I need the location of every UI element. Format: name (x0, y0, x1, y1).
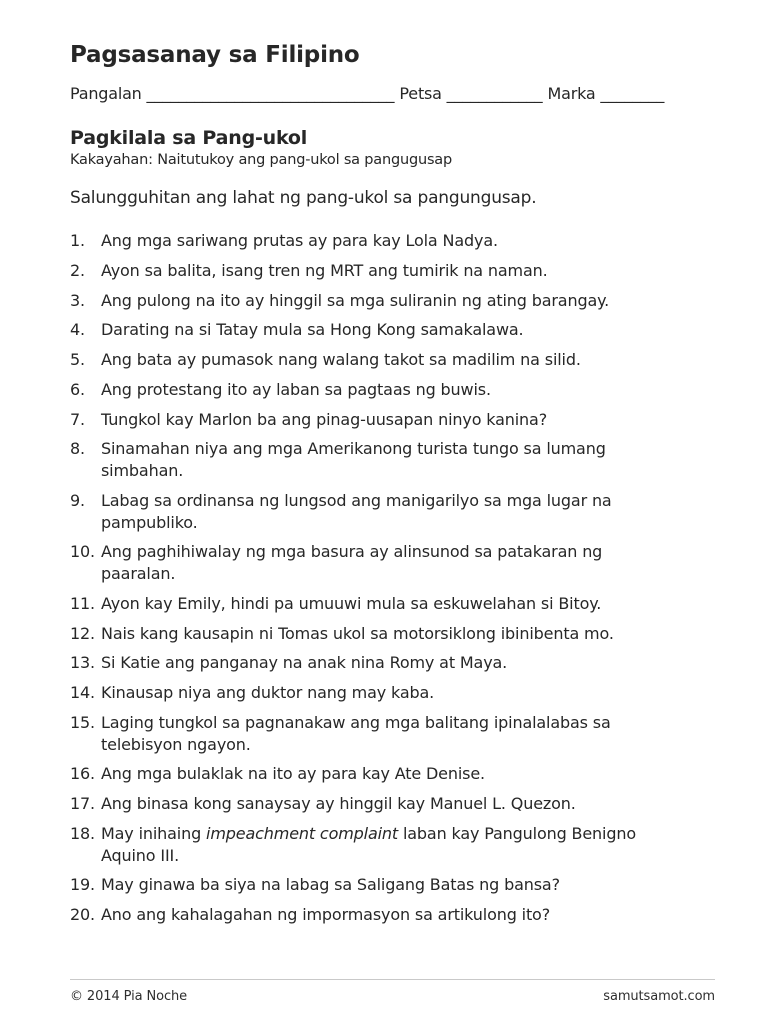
item-text: Kinausap niya ang duktor nang may kaba. (101, 683, 435, 702)
list-item (70, 823, 715, 867)
list-item (70, 319, 715, 341)
item-text: Ano ang kahalagahan ng impormasyon sa artikulong ito? (101, 905, 551, 924)
item-number: 8. (70, 439, 85, 459)
item-text: Laging tungkol sa pagnanakaw ang mga balitang ipinalalabas sa telebisyon ngayon. (101, 712, 611, 754)
item-number: 15. (70, 712, 95, 732)
list-item (70, 652, 715, 674)
item-number: 19. (70, 875, 95, 895)
item-text: Ang protestang ito ay laban sa pagtaas ng buwis. (101, 379, 491, 399)
list-item (70, 712, 715, 756)
list-item (70, 260, 715, 282)
student-info-line (70, 84, 715, 103)
section-title: Pagkilala sa Pang-ukol (70, 127, 308, 149)
item-text: Ang mga sariwang prutas ay para kay Lola Nadya. (101, 231, 498, 250)
list-item (70, 904, 715, 926)
item-number: 9. (70, 490, 85, 510)
item-text: Ang paghihiwalay ng mga basura ay alinsunod sa patakaran ng paaralan. (101, 542, 603, 583)
list-item (70, 290, 715, 312)
item-text: Ayon sa balita, isang tren ng MRT ang tumirik na naman. (101, 260, 548, 280)
list-item (70, 763, 715, 785)
list-item (70, 490, 715, 534)
item-number: 17. (70, 794, 95, 813)
sentence-list (70, 230, 715, 926)
item-number: 7. (70, 409, 85, 429)
item-number: 5. (70, 350, 85, 369)
item-number: 13. (70, 653, 95, 673)
item-number: 20. (70, 905, 95, 924)
website-text: samutsamot.com (603, 989, 715, 1004)
page-title: Pagsasanay sa Filipino (70, 42, 360, 68)
list-item (70, 874, 715, 896)
item-text: Ang binasa kong sanaysay ay hinggil kay Manuel L. Quezon. (101, 794, 576, 813)
list-item (70, 623, 715, 645)
copyright-text: © 2014 Pia Noche (70, 989, 188, 1004)
name-label: Pangalan (70, 84, 142, 103)
item-text: Ang pulong na ito ay hinggil sa mga suliranin ng ating barangay. (101, 290, 610, 310)
item-text: Ang bata ay pumasok nang walang takot sa madilim na silid. (101, 350, 581, 369)
instruction-text: Salungguhitan ang lahat ng pang-ukol sa pangungusap. (70, 188, 537, 208)
item-number: 6. (70, 379, 85, 399)
item-number: 16. (70, 764, 95, 784)
list-item (70, 593, 715, 615)
page-footer (70, 979, 715, 1004)
list-item (70, 682, 715, 704)
item-number: 10. (70, 542, 95, 562)
item-number: 4. (70, 320, 85, 340)
item-text: May inihaing impeachment complaint laban kay Pangulong Benigno Aquino III. (101, 823, 636, 865)
date-label: Petsa (399, 84, 442, 103)
item-text: Si Katie ang panganay na anak nina Romy at Maya. (101, 653, 508, 673)
item-text: Ang mga bulaklak na ito ay para kay Ate Denise. (101, 764, 485, 784)
item-number: 11. (70, 593, 95, 613)
list-item (70, 438, 715, 482)
item-text: Sinamahan niya ang mga Amerikanong turista tungo sa lumang simbahan. (101, 439, 606, 480)
item-text: Nais kang kausapin ni Tomas ukol sa motorsiklong ibinibenta mo. (101, 623, 614, 643)
item-number: 14. (70, 683, 95, 702)
item-number: 3. (70, 290, 85, 310)
list-item (70, 541, 715, 585)
item-text: Ayon kay Emily, hindi pa umuuwi mula sa eskuwelahan si Bitoy. (101, 593, 602, 613)
item-text: May ginawa ba siya na labag sa Saligang Batas ng bansa? (101, 875, 560, 895)
item-number: 1. (70, 231, 85, 250)
list-item (70, 793, 715, 815)
item-number: 2. (70, 260, 85, 280)
item-number: 18. (70, 823, 95, 843)
item-number: 12. (70, 623, 95, 643)
score-label: Marka (547, 84, 596, 103)
name-blank: _______________________________ (146, 84, 395, 103)
list-item (70, 349, 715, 371)
skill-description: Kakayahan: Naitutukoy ang pang-ukol sa pangugusap (70, 152, 452, 168)
list-item (70, 379, 715, 401)
date-blank: ____________ (446, 84, 543, 103)
score-blank: ________ (600, 84, 665, 103)
list-item (70, 230, 715, 252)
item-text: Darating na si Tatay mula sa Hong Kong samakalawa. (101, 320, 524, 340)
list-item (70, 409, 715, 431)
item-text: Tungkol kay Marlon ba ang pinag-uusapan ninyo kanina? (101, 409, 548, 429)
item-text: Labag sa ordinansa ng lungsod ang manigarilyo sa mga lugar na pampubliko. (101, 490, 612, 532)
